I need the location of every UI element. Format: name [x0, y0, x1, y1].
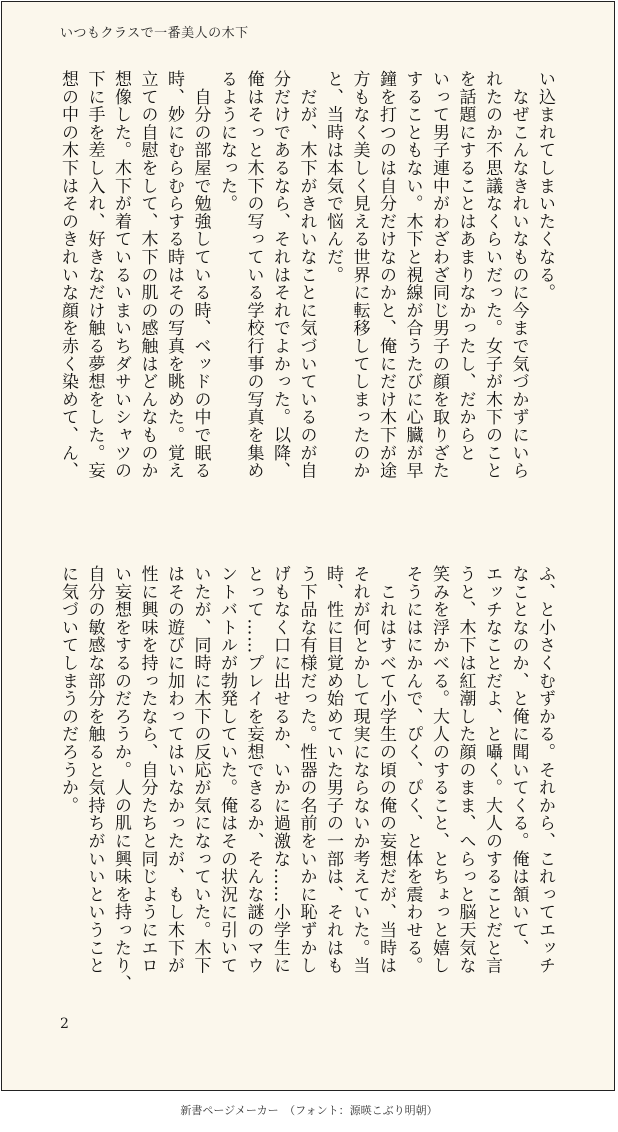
text-line: 俺はそっと木下の写っている学校行事の写真を集め — [243, 70, 264, 480]
page-number: 2 — [60, 1016, 69, 1032]
text-line: 想の中の木下はそのきれいな顔を赤く染めて、ん、 — [58, 70, 78, 480]
text-line: い妄想をするのだろうか。人の肌に興味を持ったり、 — [111, 565, 131, 993]
text-line: 方もなく美しく見える世界に転移してしまったのか — [349, 70, 370, 480]
text-line: と、当時は本気で悩んだ。 — [323, 70, 343, 284]
text-line: そうにはにかんで、ぴく、ぴく、と体を震わせる。 — [402, 565, 423, 975]
text-block-lower — [55, 565, 559, 1027]
text-line: れたのか不思議なくらいだった。女子が木下のこと — [482, 70, 502, 480]
text-line: るようになった。 — [217, 70, 237, 213]
text-line: 分だけであるなら、それはそれでよかった。以降、 — [270, 70, 290, 480]
text-line: うと、木下は紅潮した顔のまま、へらっと脳天気な — [455, 565, 476, 975]
text-line: だが、木下がきれいなことに気づいているのが自 — [296, 70, 317, 480]
text-line: 想像した。木下が着ているいまいちダサいシャツの — [111, 70, 131, 480]
text-line: 時、妙にむらむらする時はその写真を眺めた。覚え — [164, 70, 184, 480]
text-line: 鐘を打つのは自分だけなのかと、俺にだけ木下が途 — [376, 70, 396, 480]
text-line: 時、性に目覚め始めていた男子の一部は、それはも — [323, 565, 343, 975]
text-line: いって男子連中がわざわざ同じ男子の顔を取りざた — [429, 70, 449, 480]
text-line: う下品な有様だった。性器の名前をいかに恥ずかし — [296, 565, 317, 975]
text-line: 下に手を差し入れ、好きなだけ触る夢想をした。妄 — [84, 70, 105, 480]
text-line: することもない。木下と視線が合うたびに心臓が早 — [402, 70, 423, 480]
text-line: エッチなことだよ、と囁く。大人のすることだと言 — [482, 565, 502, 975]
text-line: 笑みを浮かべる。大人のすること、とちょっと嬉し — [429, 565, 449, 975]
text-line: 自分の部屋で勉強している時、ベッドの中で眠る — [190, 70, 211, 480]
text-line: を話題にすることはあまりなかったし、だからと — [455, 70, 476, 462]
text-line: それが何とかして現実にならないか考えていた。当 — [349, 565, 370, 975]
running-header: いつもクラスで一番美人の木下 — [60, 26, 249, 41]
text-line: に気づいてしまうのだろうか。 — [58, 565, 78, 815]
text-line: いたが、同時に木下の反応が気になっていた。木下 — [190, 565, 211, 975]
text-line: これはすべて小学生の頃の俺の妄想だが、当時は — [376, 565, 396, 975]
text-line: 性に興味を持ったなら、自分たちと同じようにエロ — [137, 565, 158, 975]
text-block-upper — [55, 70, 559, 532]
text-line: ふ、と小さくむずかる。それから、これってエッチ — [535, 565, 555, 975]
text-line: なぜこんなきれいなものに今まで気づかずにいら — [508, 70, 529, 480]
text-line: 自分の敏感な部分を触ると気持ちがいいということ — [84, 565, 105, 975]
text-line: なことなのか、と俺に聞いてくる。俺は頷いて、 — [508, 565, 529, 957]
text-line: はその遊びに加わってはいなかったが、もし木下が — [164, 565, 184, 975]
text-line: げもなく口に出せるか、いかに過激な……小学生に — [270, 565, 290, 975]
text-line: い込まれてしまいたくなる。 — [535, 70, 555, 302]
footer-credit: 新書ページメーカー （フォント：源暎こぶり明朝） — [180, 1104, 438, 1117]
book-page — [1, 1, 615, 1091]
text-line: とって……プレイを妄想できるか、そんな謎のマウ — [243, 565, 264, 975]
text-line: ントバトルが勃発していた。俺はその状況に引いて — [217, 565, 237, 975]
text-line: 立ての自慰をして、木下の肌の感触はどんなものか — [137, 70, 158, 480]
